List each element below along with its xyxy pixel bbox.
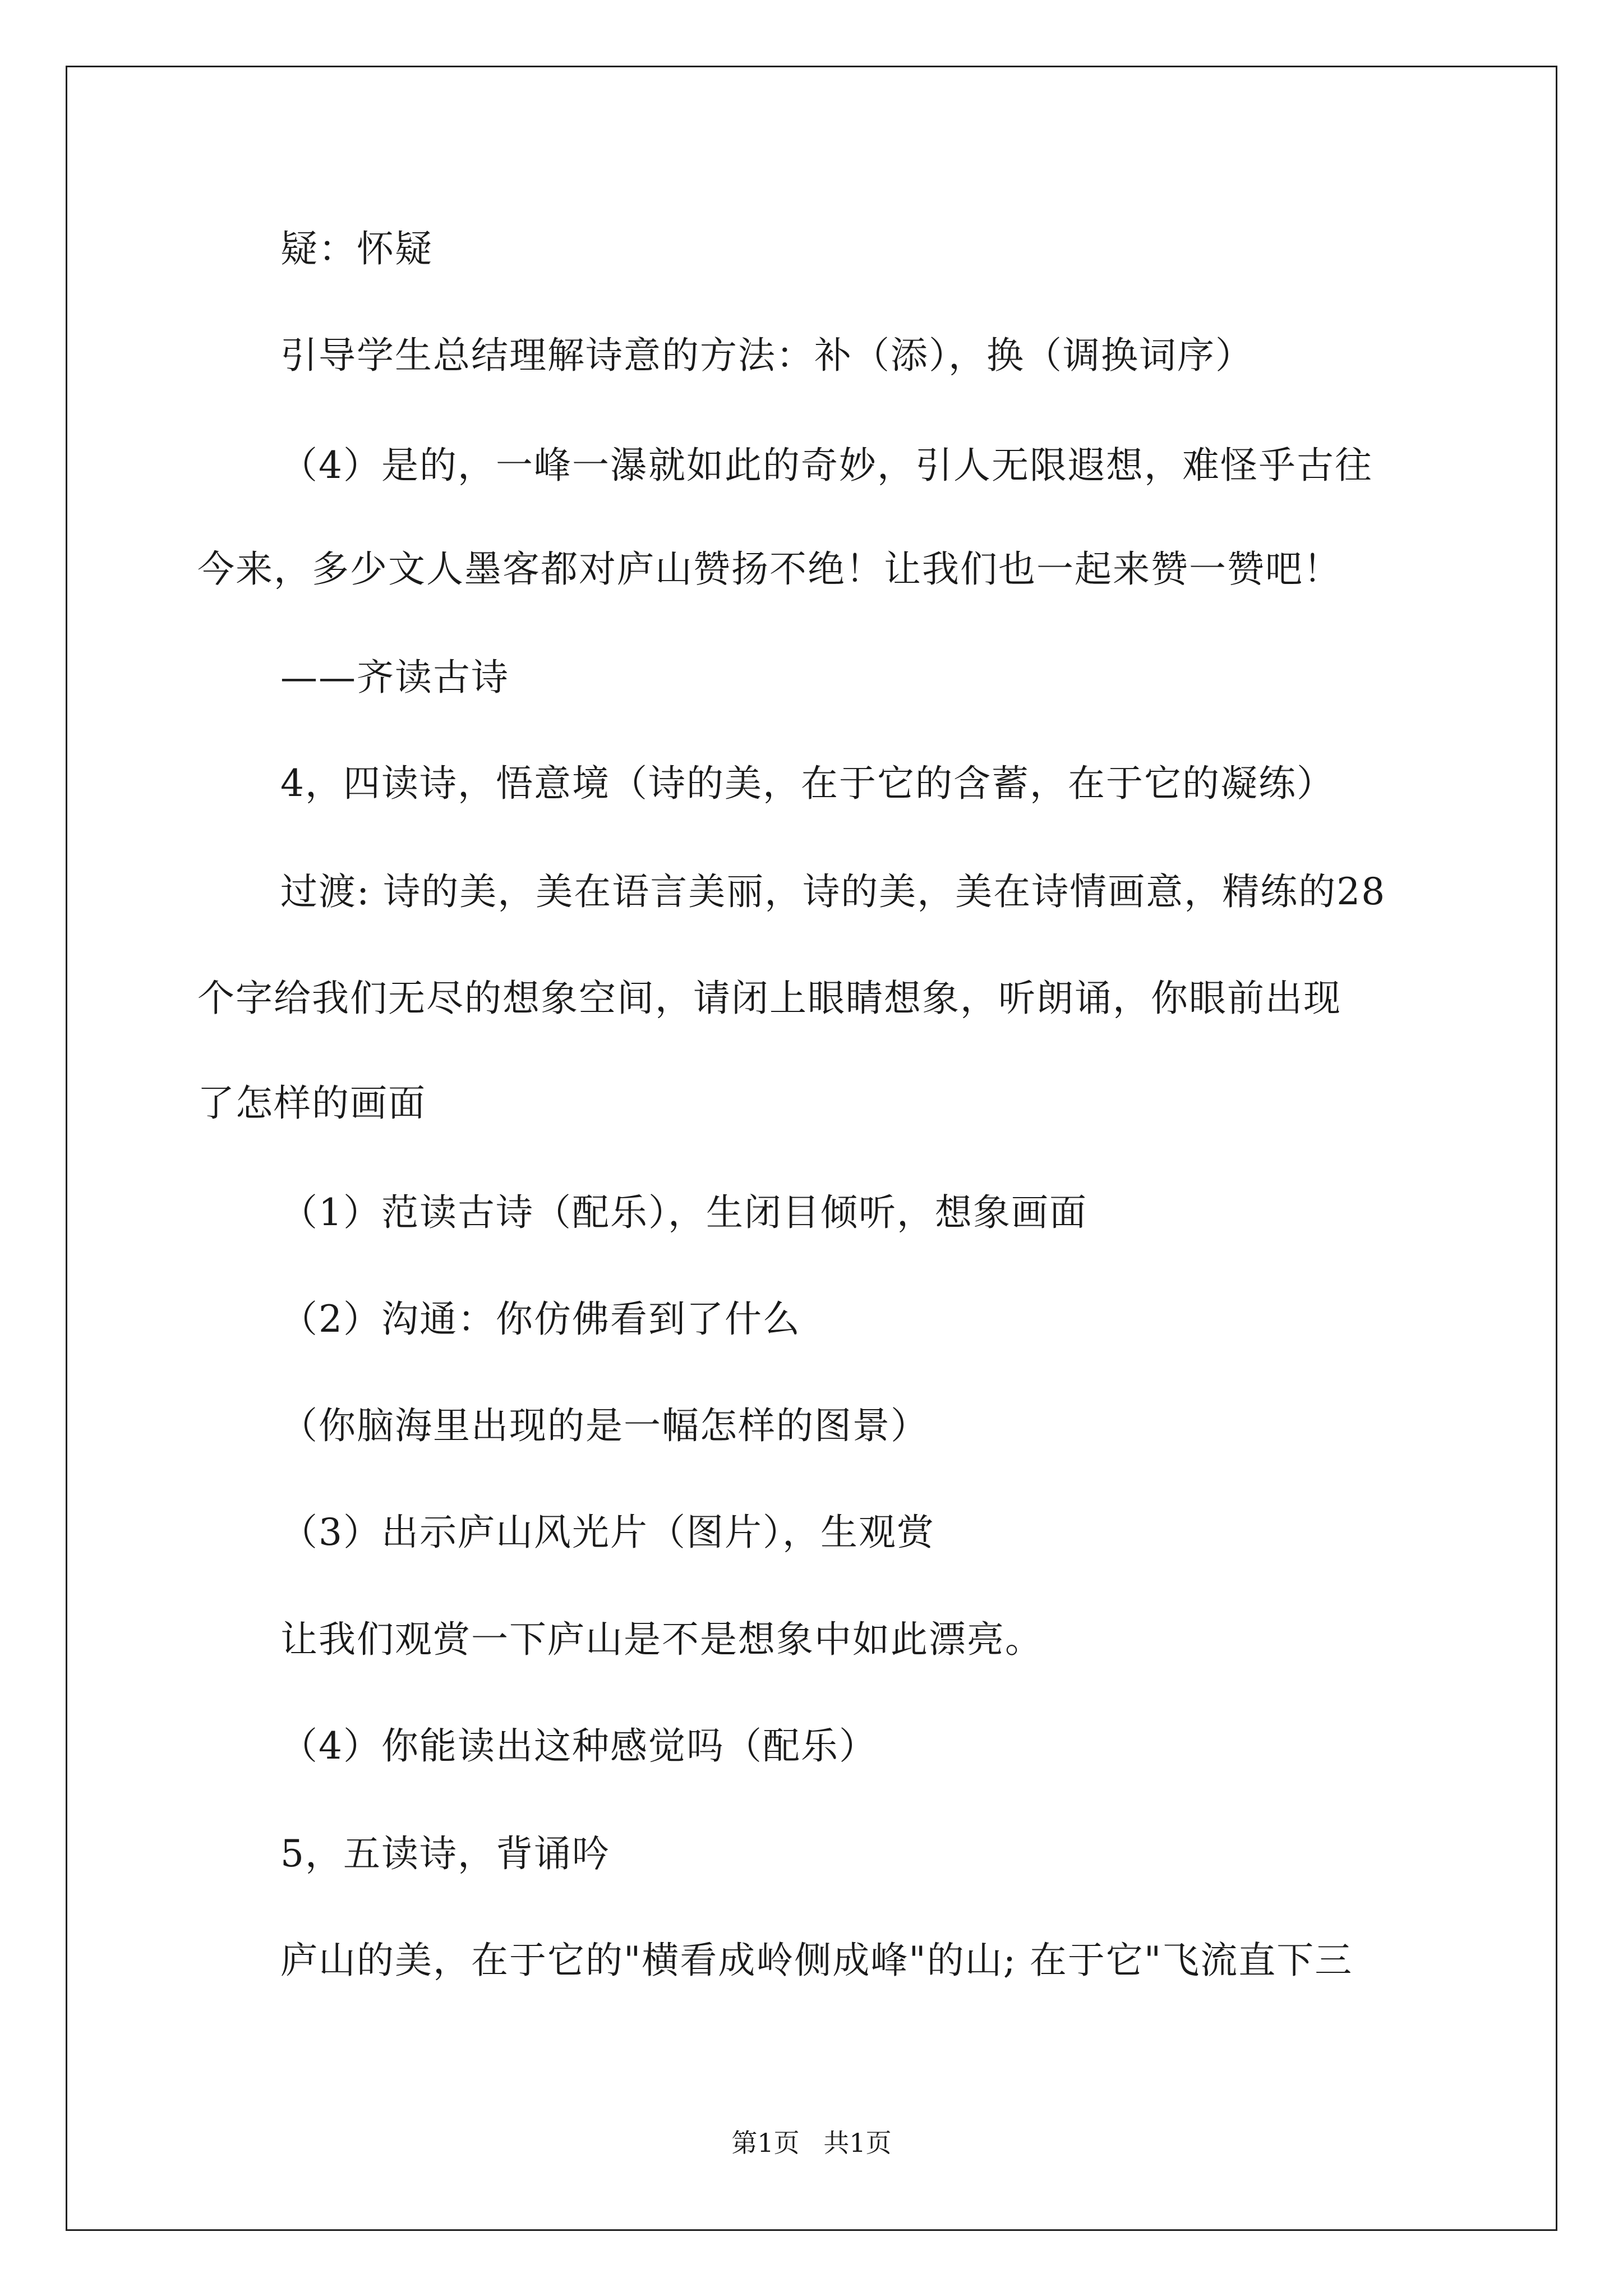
text-line: （你脑海里出现的是一幅怎样的图景） [280, 1404, 929, 1447]
text-line: 了怎样的画面 [197, 1082, 426, 1125]
text-line: 疑：怀疑 [280, 227, 433, 270]
text-line: 让我们观赏一下庐山是不是想象中如此漂亮。 [280, 1618, 1043, 1661]
text-line: （1）范读古诗（配乐），生闭目倾听，想象画面 [280, 1191, 1087, 1234]
text-line: （3）出示庐山风光片（图片），生观赏 [280, 1511, 935, 1554]
text-line: 过渡: 诗的美，美在语言美丽，诗的美，美在诗情画意，精练的28 [280, 870, 1386, 913]
text-line: 个字给我们无尽的想象空间，请闭上眼睛想象，听朗诵，你眼前出现 [197, 977, 1341, 1020]
page-border [66, 66, 1557, 2231]
text-line: 引导学生总结理解诗意的方法：补（添），换（调换词序） [280, 334, 1253, 377]
text-line: 庐山的美，在于它的"横看成岭侧成峰"的山; 在于它"飞流直下三 [280, 1939, 1353, 1982]
text-line: 5，五读诗，背诵吟 [280, 1832, 610, 1875]
page-number: 第1页 [731, 2128, 800, 2158]
text-line: （4）你能读出这种感觉吗（配乐） [280, 1724, 877, 1768]
text-line: 今来，多少文人墨客都对庐山赞扬不绝！让我们也一起来赞一赞吧！ [197, 547, 1341, 591]
page-total: 共1页 [823, 2128, 892, 2158]
page-footer [0, 2126, 1623, 2160]
text-line: ——齐读古诗 [280, 656, 509, 699]
text-line: （2）沟通：你仿佛看到了什么 [280, 1297, 801, 1341]
text-line: 4，四读诗，悟意境（诗的美，在于它的含蓄，在于它的凝练） [280, 762, 1335, 805]
text-line: （4）是的，一峰一瀑就如此的奇妙，引人无限遐想，难怪乎古往 [280, 444, 1373, 487]
